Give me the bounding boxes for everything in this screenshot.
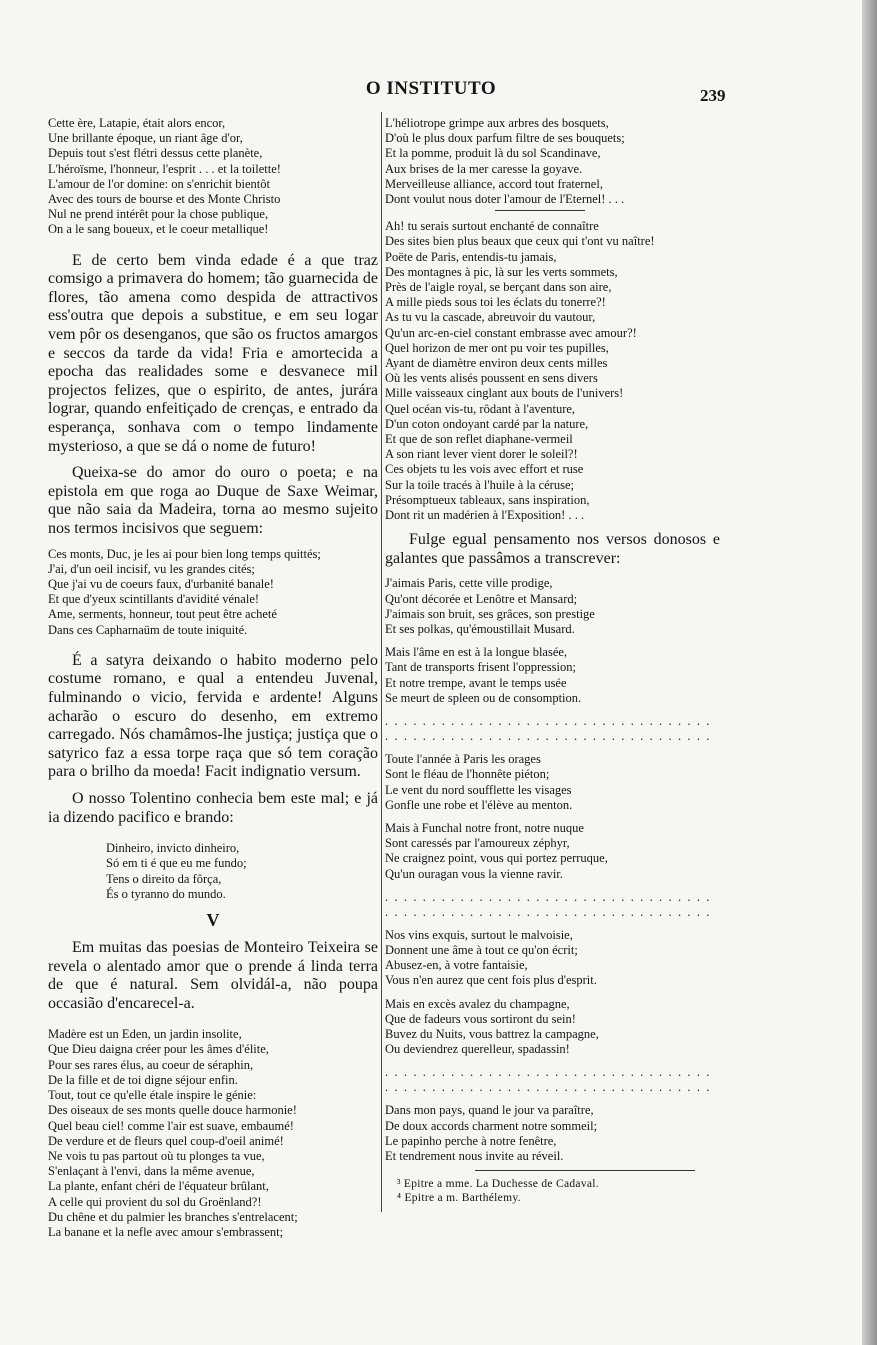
verse-block <box>385 1103 720 1164</box>
verse-block <box>48 116 378 238</box>
verse-line: Des sites bien plus beaux que ceux qui t'ont vu naître! <box>385 234 655 249</box>
verse-line: Tout, tout ce qu'elle étale inspire le génie: <box>48 1088 257 1103</box>
verse-line: Ah! tu serais surtout enchanté de connaître <box>385 219 599 234</box>
paragraph: Fulge egual pensamento nos versos donosos e galantes que passâmos a transcrever: <box>385 531 720 567</box>
ellipsis-line: . . . . . . . . . . . . . . . . . . . . . . . . . . . . . . . . . . . <box>385 729 712 744</box>
paragraph: É a satyra deixando o habito moderno pelo costume romano, e qual a entendeu Juvenal, fulminando o vicio, fervida e ardente! Alguns acharão o escuro do desenho, em extremo carregado. Nós chamâmos-lhe justiça; justiça que o satyrico faz a essa torpe raça que só tem coração para o brilho da moeda! Facit indignatio versum. <box>48 651 378 781</box>
verse-line: Mille vaisseaux cinglant aux bouts de l'univers! <box>385 386 624 401</box>
verse-line: Dont voulut nous doter l'amour de l'Eternel! . . . <box>385 192 625 207</box>
ellipsis-line: . . . . . . . . . . . . . . . . . . . . . . . . . . . . . . . . . . . <box>385 889 712 904</box>
verse-line: L'héroïsme, l'honneur, l'esprit . . . et la toilette! <box>48 161 281 176</box>
verse-line: Aux brises de la mer caresse la goyave. <box>385 161 583 176</box>
verse-line: Près de l'aigle royal, se berçant dans son aire, <box>385 280 612 295</box>
verse-line: La banane et la nefle avec amour s'embrassent; <box>48 1224 284 1239</box>
verse-line: Cette ère, Latapie, était alors encor, <box>48 116 226 130</box>
verse-line: Dont rit un madérien à l'Exposition! . . . <box>385 508 585 523</box>
verse-line: J'aimais Paris, cette ville prodige, <box>385 576 553 591</box>
verse-line: Pour ses rares élus, au coeur de séraphin, <box>48 1057 254 1072</box>
verse-line: La plante, enfant chéri de l'équateur brûlant, <box>48 1179 269 1194</box>
paragraph: Queixa-se do amor do ouro o poeta; e na epistola em que roga ao Duque de Saxe Weimar, que não saia da Madeira, torna ao mesmo sujeito nos termos incisivos que seguem: <box>48 464 378 537</box>
verse-line: A son riant lever vient dorer le soleil?! <box>385 447 578 462</box>
verse-line: Ces monts, Duc, je les ai pour bien long temps quittés; <box>48 546 321 561</box>
verse-line: L'héliotrope grimpe aux arbres des bosquets, <box>385 116 609 130</box>
verse-line: Que de fadeurs vous sortiront du sein! <box>385 1011 576 1026</box>
verse-line: Le papinho perche à notre fenêtre, <box>385 1133 557 1148</box>
verse-block <box>385 116 720 207</box>
column-divider <box>381 112 382 1212</box>
verse-line: Nos vins exquis, surtout le malvoisie, <box>385 927 573 942</box>
verse-line: Vous n'en aurez que cent fois plus d'esprit. <box>385 973 597 988</box>
verse-line: Et notre trempe, avant le temps usée <box>385 675 567 690</box>
verse-line: Madère est un Eden, un jardin insolite, <box>48 1027 242 1042</box>
prose-block <box>48 939 378 1013</box>
separator-rule <box>495 210 585 211</box>
verse-line: Et que d'yeux scintillants d'avidité vénale! <box>48 592 260 607</box>
verse-line: Et la pomme, produit là du sol Scandinave, <box>385 146 601 161</box>
left-column <box>48 116 378 1240</box>
verse-line: Mais l'âme en est à la longue blasée, <box>385 645 568 660</box>
verse-line: A mille pieds sous toi les éclats du tonerre?! <box>385 295 606 310</box>
prose-block <box>385 531 720 568</box>
verse-line: Se meurt de spleen ou de consomption. <box>385 690 582 705</box>
verse-line: De la fille et de toi digne séjour enfin. <box>48 1072 238 1087</box>
verse-line: És o tyranno do mundo. <box>106 886 226 901</box>
verse-line: Ne craignez point, vous qui portez perruque, <box>385 851 608 866</box>
verse-line: Sont le fléau de l'honnête piéton; <box>385 767 550 782</box>
verse-line: Poëte de Paris, entendis-tu jamais, <box>385 249 557 264</box>
verse-line: Que Dieu daigna créer pour les âmes d'élite, <box>48 1042 269 1057</box>
verse-line: Donnent une âme à tout ce qu'on écrit; <box>385 942 578 957</box>
verse-line: Présomptueux tableaux, sans inspiration, <box>385 492 590 507</box>
verse-line: Et tendrement nous invite au réveil. <box>385 1148 564 1163</box>
verse-line: Toute l'année à Paris les orages <box>385 752 541 767</box>
verse-line: Merveilleuse alliance, accord tout fraternel, <box>385 176 603 191</box>
verse-line: ³ Epitre a mme. La Duchesse de Cadaval. <box>397 1178 599 1191</box>
verse-line: Mais à Funchal notre front, notre nuque <box>385 820 584 835</box>
paragraph: Em muitas das poesias de Monteiro Teixeira se revela o alentado amor que o prende á linda terra de que é natural. Sem olvidál-a, não poupa occasião d'encarecel-a. <box>48 938 378 1012</box>
page-edge <box>862 0 877 1345</box>
verse-line: On a le sang boueux, et le coeur metallique! <box>48 222 269 237</box>
footnotes <box>385 1177 720 1205</box>
verse-block <box>385 576 720 637</box>
verse-block <box>385 752 720 813</box>
verse-line: De doux accords charment notre sommeil; <box>385 1118 598 1133</box>
verse-line: Sur la toile tracés à l'huile à la céruse; <box>385 477 574 492</box>
verse-line: Du chêne et du palmier les branches s'entrelacent; <box>48 1209 298 1224</box>
verse-line: Qu'un arc-en-ciel constant embrasse avec amour?! <box>385 325 637 340</box>
verse-line: Ayant de diamètre environ deux cents milles <box>385 356 608 371</box>
verse-line: Quel horizon de mer ont pu voir tes pupilles, <box>385 340 609 355</box>
ellipsis-line: . . . . . . . . . . . . . . . . . . . . . . . . . . . . . . . . . . . <box>385 1080 712 1095</box>
verse-line: Et ses polkas, qu'émoustillait Musard. <box>385 622 575 637</box>
verse-line: Tant de transports frisent l'oppression; <box>385 660 576 675</box>
verse-line: Avec des tours de bourse et des Monte Christo <box>48 192 281 207</box>
verse-line: Sont caressés par l'amoureux zéphyr, <box>385 836 570 851</box>
verse-line: Ces objets tu les vois avec effort et ruse <box>385 462 584 477</box>
verse-block <box>385 997 720 1058</box>
verse-line: J'aimais son bruit, ses grâces, son prestige <box>385 606 595 621</box>
verse-line: Une brillante époque, un riant âge d'or, <box>48 131 243 146</box>
verse-line: Depuis tout s'est flétri dessus cette planète, <box>48 146 263 161</box>
paragraph: E de certo bem vinda edade é a que traz comsigo a primavera do homem; tão guarnecida de flores, tão amena como despida de attractivos ess'outra que depois a substitue, e em seu logar vem pôr os desenganos, que são os fructos amargos e seccos da tarde da vida! Fria e amortecida a epocha das realidades some e desvanece mil projectos felizes, que o espirito, de antes, jurára lograr, quando enfeitiçado de crenças, e entrado da esperança, sonhava com o tempo lindamente mysterioso, a que se dá o nome de futuro! <box>48 251 378 455</box>
verse-line: Ne vois tu pas partout où tu plonges ta vue, <box>48 1148 265 1163</box>
verse-line: As tu vu la cascade, abreuvoir du vautour, <box>385 310 596 325</box>
verse-line: Só em ti é que eu me fundo; <box>106 856 247 871</box>
right-column <box>385 116 720 1205</box>
verse-line: Que j'ai vu de coeurs faux, d'urbanité banale! <box>48 576 274 591</box>
verse-line: Quel beau ciel! comme l'air est suave, embaumé! <box>48 1118 294 1133</box>
verse-line: ⁴ Epitre a m. Barthélemy. <box>397 1192 521 1205</box>
prose-block <box>48 252 378 539</box>
section-heading: V <box>206 909 220 930</box>
verse-line: J'ai, d'un oeil incisif, vu les grandes cités; <box>48 561 255 576</box>
verse-line: Et que de son reflet diaphane-vermeil <box>385 432 573 447</box>
verse-line: D'où le plus doux parfum filtre de ses bouquets; <box>385 131 625 146</box>
verse-line: D'un coton ondoyant cardé par la nature, <box>385 416 589 431</box>
verse-line: A celle qui provient du sol du Groënland?! <box>48 1194 262 1209</box>
verse-line: Où les vents alisés poussent en sens divers <box>385 371 598 386</box>
ellipsis-line: . . . . . . . . . . . . . . . . . . . . . . . . . . . . . . . . . . . <box>385 904 712 919</box>
verse-line: Ame, serments, honneur, tout peut être acheté <box>48 607 277 622</box>
verse-line: Qu'ont décorée et Lenôtre et Mansard; <box>385 591 578 606</box>
prose-block <box>48 652 378 827</box>
verse-line: Tens o direito da fôrça, <box>106 871 222 886</box>
verse-line: Quel océan vis-tu, rôdant à l'aventure, <box>385 401 576 416</box>
verse-line: Dans ces Capharnaüm de toute iniquité. <box>48 622 248 637</box>
verse-line: Des montagnes à pic, là sur les verts sommets, <box>385 264 618 279</box>
paragraph: O nosso Tolentino conhecia bem este mal; e já ia dizendo pacifico e brando: <box>48 789 378 826</box>
running-header-title: O INSTITUTO <box>365 78 497 99</box>
verse-block <box>385 928 720 989</box>
verse-line: L'amour de l'or domine: on s'enrichit bientôt <box>48 176 270 191</box>
verse-line: Dinheiro, invicto dinheiro, <box>106 841 240 856</box>
verse-block <box>48 547 378 638</box>
verse-line: Ou deviendrez querelleur, spadassin! <box>385 1042 570 1057</box>
verse-line: Abusez-en, à votre fantaisie, <box>385 958 528 973</box>
verse-block <box>48 1027 378 1240</box>
ellipsis-line: . . . . . . . . . . . . . . . . . . . . . . . . . . . . . . . . . . . <box>385 714 712 729</box>
verse-line: S'enlaçant à l'envi, dans la même avenue, <box>48 1164 255 1179</box>
verse-line: Nul ne prend intérêt pour la chose publique, <box>48 207 269 222</box>
verse-line: Gonfle une robe et l'élève au menton. <box>385 797 573 812</box>
ellipsis-line: . . . . . . . . . . . . . . . . . . . . . . . . . . . . . . . . . . . <box>385 1065 712 1080</box>
verse-block <box>385 219 720 523</box>
verse-line: Le vent du nord soufflette les visages <box>385 782 572 797</box>
verse-block <box>48 841 378 902</box>
page-number: 239 <box>700 86 726 105</box>
verse-line: Des oiseaux de ses monts quelle douce harmonie! <box>48 1103 297 1118</box>
verse-line: Qu'un ouragan vous la vienne ravir. <box>385 866 563 881</box>
verse-line: De verdure et de fleurs quel coup-d'oeil animé! <box>48 1133 284 1148</box>
verse-line: Dans mon pays, quand le jour va paraître, <box>385 1103 594 1118</box>
verse-block <box>385 821 720 882</box>
verse-line: Buvez du Nuits, vous battrez la campagne, <box>385 1026 599 1041</box>
verse-block <box>385 645 720 706</box>
verse-line: Mais en excès avalez du champagne, <box>385 996 570 1011</box>
footnote-rule <box>475 1170 695 1171</box>
